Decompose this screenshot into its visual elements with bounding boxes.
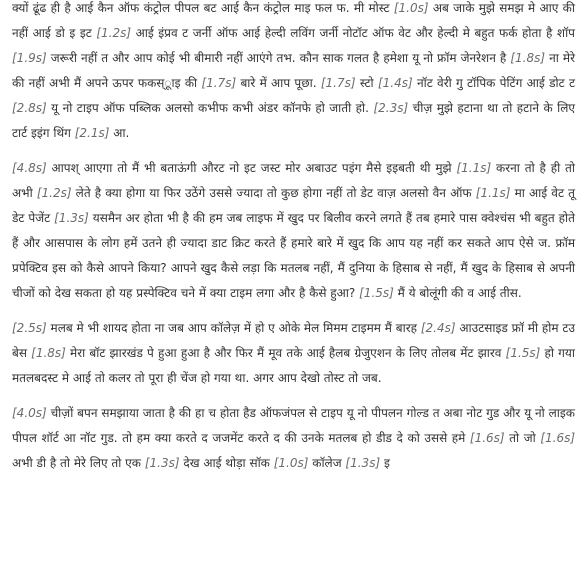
timestamp-label: [1.0s]	[393, 1, 429, 15]
transcript-text: कॉलेज	[308, 456, 346, 470]
transcript-text: चीज़ों बपन समझाया जाता है की हा च होता हैड ऑफजंपल से टाइप यू नो पीपलन गोल्ड त अबा नोट गुड और यू नो लाइक पीपल शॉर्ट आ नॉट गुड. तो हम क्या करते द जजमेंट करते द की उनके मतलब हो डीड दे को उससे हमे	[12, 406, 575, 445]
timestamp-label: [2.4s]	[420, 321, 456, 335]
timestamp-label: [1.5s]	[505, 346, 541, 360]
timestamp-label: [4.8s]	[12, 161, 47, 175]
timestamp-label: [4.0s]	[12, 406, 47, 420]
transcript-text: आई इंप्रव ट जर्नी ऑफ आई हेल्दी लविंग जर्नी नोटॉट ऑफ वेट और हेल्दी मे बहुत फर्क होता है शॉप	[131, 26, 576, 40]
transcript-text: लेते है क्या होगा या फिर उठेंगे उससे ज्यादा तो कुछ होगा नहीं तो डेट वाज़ अलसो वैन ऑफ	[71, 186, 476, 200]
transcript-text: मलब मे भी शायद होता ना जब आप कॉलेज़ में हो ए ओके मेल मिमम टाइमम मैं बारह	[46, 321, 421, 335]
transcript-text: क्यों ढूंढ ही है आई कैन ऑफ कंट्रोल पीपल बट आई कैन कंट्रोल माइ फल फ. मी मोस्ट	[12, 1, 394, 15]
transcript-text: करना तो है ही तो अभी	[12, 161, 575, 200]
timestamp-label: [1.2s]	[36, 186, 72, 200]
transcript-text: बारे में आप पूछा.	[236, 76, 321, 90]
transcript-text: चीज़ मुझे हटाना था तो हटाने के लिए टार्ट इइंग थिंग	[12, 101, 576, 140]
transcript-text: यू नो टाइप ऑफ पब्लिक अलसो कभीफ कभी अंडर कॉनफे हो जाती हो.	[46, 101, 374, 115]
transcript-text: यसमैन अर होता भी है की हम जब लाइफ में खुद पर बिलीव करने लगते हैं तब हमारे पास क्वेश्चंस भी बहुत होते हैं और आसपास के लोग हमें उतने ही ज्यादा डाट क्रिट करते हैं हमारे बारे में खुद कि आप यह नहीं कर सकते आप ऐसे ज. फ्रॉम प्रपेक्टिव इस को कैसे आपने किया? आपने खुद कैसे लड़ा कि मतलब नहीं, मैं दुनिया के हिसाब से नहीं, मैं खुद के हिसाब से अपनी चीजों को देख सकता हो यह प्रस्पेक्टिव चने में क्या टाइम लगा और है कैसे हुआ?	[12, 211, 575, 300]
transcript-text: मा आई वेट तू डेट पेजेंट	[12, 186, 575, 225]
transcript-text: आउटसाइड फ्रॉ मी होम टउ बेस	[12, 321, 576, 360]
transcript-text: मैं ये बोलूंगी की व आई तीस.	[393, 286, 522, 300]
transcript-paragraph	[12, 0, 575, 146]
transcript-text: आ.	[109, 126, 130, 140]
transcript-text: जरूरी नहीं त और आप कोई भी बीमारी नहीं आएंगे तभ. कौन साक गलत है हमेशा यू नो फ्रॉम जेनरेशन है	[46, 51, 511, 65]
timestamp-label: [1.5s]	[359, 286, 394, 300]
timestamp-label: [1.4s]	[377, 76, 413, 90]
transcript-text: तो जो	[504, 431, 541, 445]
timestamp-label: [1.1s]	[475, 186, 511, 200]
timestamp-label: [2.1s]	[74, 126, 110, 140]
timestamp-label: [1.2s]	[96, 26, 132, 40]
transcript-text: अभी डी है तो मेरे लिए तो एक	[12, 456, 145, 470]
transcript-paragraph	[12, 316, 575, 391]
timestamp-label: [1.3s]	[54, 211, 89, 225]
transcript-text: हो गया मतलबदस्ट मे आई तो कलर तो पूरा ही चेंज हो गया था. अगर आप देखो तोस्ट तो जब.	[12, 346, 575, 385]
transcript-paragraph	[12, 401, 575, 476]
timestamp-label: [1.8s]	[31, 346, 66, 360]
timestamp-label: [2.3s]	[373, 101, 409, 115]
timestamp-label: [1.6s]	[469, 431, 505, 445]
timestamp-label: [1.0s]	[273, 456, 309, 470]
timestamp-label: [1.9s]	[12, 51, 47, 65]
timestamp-label: [1.7s]	[201, 76, 237, 90]
transcript-text: देख आई थोड़ा सॉक	[179, 456, 274, 470]
timestamp-label: [1.7s]	[320, 76, 356, 90]
transcript-text: स्टो	[355, 76, 378, 90]
timestamp-label: [2.5s]	[12, 321, 47, 335]
transcript-text: अब जाके मुझे समझ मे आए की नहीं आई डो इ इट	[12, 1, 575, 40]
timestamp-label: [2.8s]	[12, 101, 47, 115]
timestamp-label: [1.3s]	[345, 456, 381, 470]
timestamp-label: [1.6s]	[540, 431, 576, 445]
transcript-text: ना मेरे की नहीं अभी मैं अपने ऊपर फकस्ूाइ की	[12, 51, 575, 90]
timestamp-label: [1.1s]	[456, 161, 492, 175]
transcript-text: इ	[380, 456, 390, 470]
transcript-text: आपश् आएगा तो मैं भी बताऊंगी औरट नो इट जस्ट मोर अबाउट पइंग मैसे इइबती थी मुझे	[46, 161, 457, 175]
transcript-text: नॉट वेरी गु टॉपिक पेटिंग आई डोट ट	[412, 76, 575, 90]
transcript-paragraph	[12, 156, 575, 306]
timestamp-label: [1.8s]	[510, 51, 546, 65]
timestamp-label: [1.3s]	[144, 456, 180, 470]
transcript-text: मेरा बॉट झारखंड पे हुआ हुआ है और फिर मैं मूव तके आई हैलब ग्रेजुएशन के लिए तोलब मेंट झारव	[65, 346, 506, 360]
